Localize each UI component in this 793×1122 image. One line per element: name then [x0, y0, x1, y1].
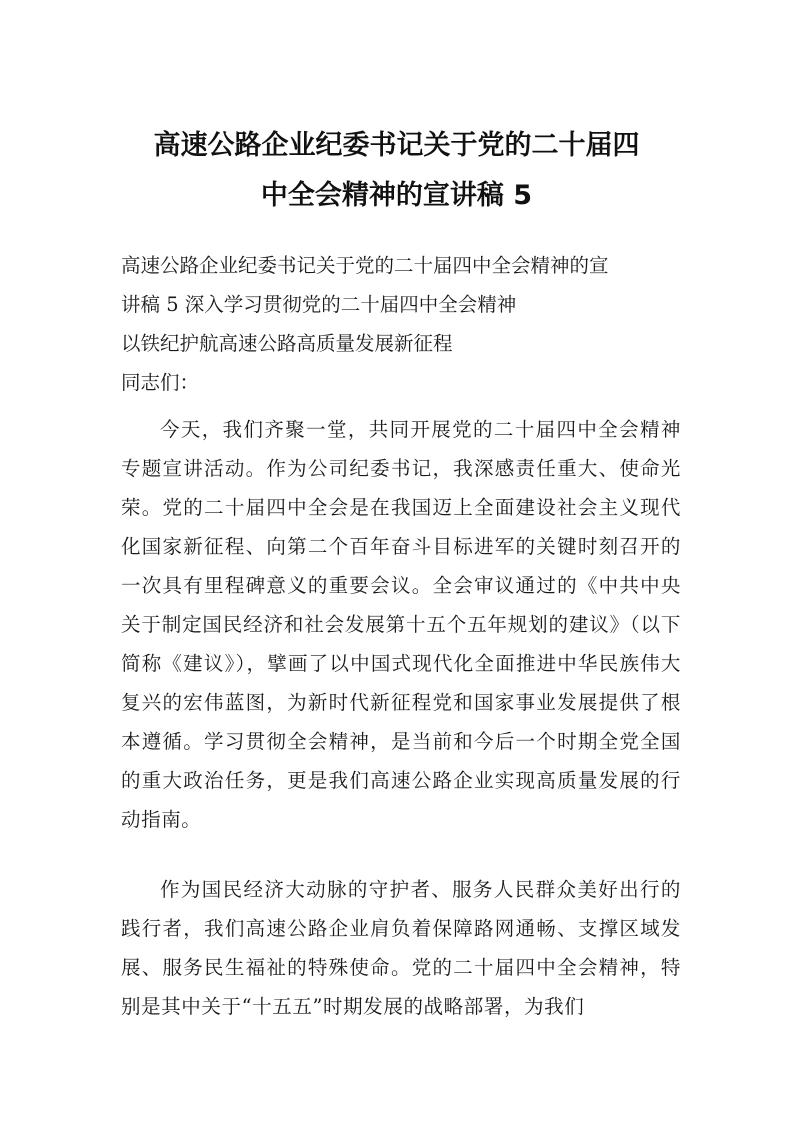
document-title-line-1: 高速公路企业纪委书记关于党的二十届四 — [153, 130, 640, 161]
document-title-line-2: 中全会精神的宣讲稿 5 — [260, 180, 533, 211]
body-paragraph-1: 今天，我们齐聚一堂，共同开展党的二十届四中全会精神专题宣讲活动。作为公司纪委书记，我深感责任重大、使命光荣。党的二十届四中全会是在我国迈上全面建设社会主义现代化国家新征程、向第二个百年奋斗目标进军的关键时刻召开的一次具有里程碑意义的重要会议。全会审议通过的《中共中央关于制定国民经济和社会发展第十五个五年规划的建议》（以下简称《建议》），擘画了以中国式现代化全面推进中华民族伟大复兴的宏伟蓝图，为新时代新征程党和国家事业发展提供了根本遵循。学习贯彻全会精神，是当前和今后一个时期全党全国的重大政治任务，更是我们高速公路企业实现高质量发展的行动指南。 — [121, 418, 681, 831]
intro-line-2: 讲稿 5 深入学习贯彻党的二十届四中全会精神 — [121, 293, 517, 316]
intro-subtitle: 以铁纪护航高速公路高质量发展新征程 — [121, 332, 453, 355]
intro-line-1: 高速公路企业纪委书记关于党的二十届四中全会精神的宣 — [121, 254, 609, 277]
body-paragraph-2: 作为国民经济大动脉的守护者、服务人民群众美好出行的践行者，我们高速公路企业肩负着保障路网通畅、支撑区域发展、服务民生福祉的特殊使命。党的二十届四中全会精神，特别是其中关于“十五五”时期发展的战略部署，为我们 — [121, 878, 681, 1018]
greeting: 同志们： — [121, 371, 200, 394]
intro-block — [121, 246, 681, 402]
